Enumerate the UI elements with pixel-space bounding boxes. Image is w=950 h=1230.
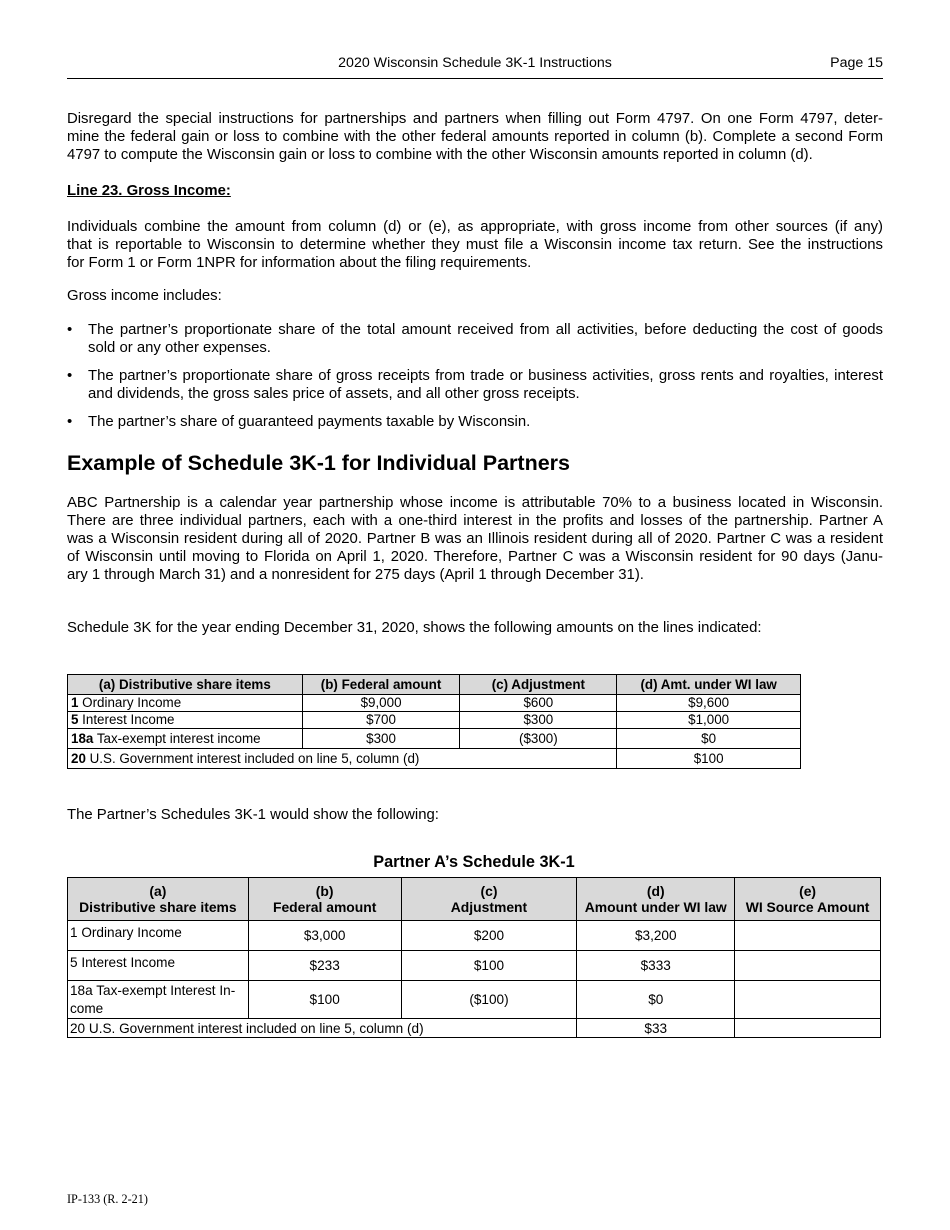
table-cell: ($100): [401, 981, 577, 1019]
text-line: was a Wisconsin resident during all of 2020. Partner B was an Illinois resident during all of 2020. Partner C was a resident: [67, 531, 883, 547]
text-line: The partner’s share of guaranteed payments taxable by Wisconsin.: [88, 414, 531, 430]
line-23-paragraph: [67, 218, 883, 272]
table-cell: 1 Ordinary Income: [68, 921, 249, 951]
table-row: [68, 695, 801, 712]
gross-income-includes: Gross income includes:: [67, 288, 222, 304]
table-cell: ($300): [460, 729, 617, 749]
document-title: 2020 Wisconsin Schedule 3K-1 Instructions: [338, 55, 612, 71]
bullet-icon: •: [67, 322, 73, 338]
text-line: mine the federal gain or loss to combine with the other federal amounts reported in column (b). Complete a second Form: [67, 129, 883, 145]
table-cell: $3,200: [577, 921, 735, 951]
text-line: for Form 1 or Form 1NPR for information about the filing requirements.: [67, 255, 532, 271]
text-line: 4797 to compute the Wisconsin gain or loss to combine with the other Wisconsin amounts reported in column (d).: [67, 147, 813, 163]
table-cell: [735, 951, 881, 981]
table-cell: $200: [401, 921, 577, 951]
table-cell: [68, 729, 303, 749]
column-header: (e) WI Source Amount: [735, 878, 881, 921]
column-header: (a) Distributive share items: [68, 675, 303, 695]
table-cell: $1,000: [617, 712, 801, 729]
text-line: ary 1 through March 31) and a nonresident for 275 days (April 1 through December 31).: [67, 567, 644, 583]
page-header: [67, 54, 883, 79]
table-cell: 18a Tax-exempt Interest In- come: [68, 981, 249, 1019]
column-header: (a) Distributive share items: [68, 878, 249, 921]
table-cell: $33: [577, 1019, 735, 1038]
bullet-icon: •: [67, 414, 73, 430]
schedule-3k-intro: Schedule 3K for the year ending December 31, 2020, shows the following amounts on the lines indicated:: [67, 620, 762, 636]
form-revision-footer: IP-133 (R. 2-21): [67, 1192, 148, 1206]
table-cell: $300: [460, 712, 617, 729]
table-row: [68, 729, 801, 749]
table-cell: [68, 695, 303, 712]
item-label: Interest Income: [78, 712, 175, 727]
table-cell: $700: [302, 712, 460, 729]
table-cell: $233: [248, 951, 401, 981]
table-cell: [68, 749, 617, 769]
column-header: (c) Adjustment: [460, 675, 617, 695]
column-header: (d) Amt. under WI law: [617, 675, 801, 695]
item-label: U.S. Government interest included on line 5, column (d): [85, 750, 420, 766]
table-row: [68, 981, 881, 1019]
table-cell: $0: [617, 729, 801, 749]
table-cell: $100: [248, 981, 401, 1019]
partner-a-table-caption: Partner A’s Schedule 3K-1: [373, 853, 575, 871]
table-cell: $100: [617, 749, 801, 769]
form-4797-paragraph: [67, 110, 883, 164]
text-line: ABC Partnership is a calendar year partnership whose income is attributable 70% to a business located in Wisconsin.: [67, 495, 883, 511]
column-header: (d) Amount under WI law: [577, 878, 735, 921]
column-header: (b) Federal amount: [302, 675, 460, 695]
item-label: Ordinary Income: [78, 695, 182, 710]
line-number: 18a: [71, 730, 94, 746]
table-cell: 5 Interest Income: [68, 951, 249, 981]
table-cell: $3,000: [248, 921, 401, 951]
bullet-icon: •: [67, 368, 73, 384]
text-line: There are three individual partners, each with a one-third interest in the profits and losses of the partnership. Partner A: [67, 513, 883, 529]
line-number: 20: [71, 750, 86, 766]
table-cell: $9,600: [617, 695, 801, 712]
schedule-3k-table: [67, 674, 801, 769]
table-cell: $9,000: [302, 695, 460, 712]
table-row: [68, 749, 801, 769]
table-cell: $600: [460, 695, 617, 712]
text-line: Disregard the special instructions for partnerships and partners when filling out Form 4797. On one Form 4797, deter-: [67, 111, 883, 127]
table-cell: [735, 921, 881, 951]
line-number: 5: [71, 712, 79, 727]
table-cell: $300: [302, 729, 460, 749]
text-line: Individuals combine the amount from column (d) or (e), as appropriate, with gross income from other sources (if any): [67, 219, 883, 235]
line-number: 1: [71, 695, 79, 710]
table-cell: $333: [577, 951, 735, 981]
table-row: [68, 951, 881, 981]
table-cell: [68, 712, 303, 729]
example-heading: Example of Schedule 3K-1 for Individual Partners: [67, 451, 570, 475]
text-line: The partner’s proportionate share of the total amount received from all activities, before deducting the cost of goods: [88, 322, 883, 338]
table-cell: 20 U.S. Government interest included on line 5, column (d): [68, 1019, 577, 1038]
table-header-row: [68, 878, 881, 921]
table-header-row: [68, 675, 801, 695]
table-cell: [735, 1019, 881, 1038]
text-line: and dividends, the gross sales price of assets, and all other gross receipts.: [88, 386, 580, 402]
item-label: Tax-exempt interest income: [93, 730, 261, 746]
text-line: The partner’s proportionate share of gross receipts from trade or business activities, gross rents and royalties, interest: [88, 368, 883, 384]
table-cell: $100: [401, 951, 577, 981]
text-line: of Wisconsin until moving to Florida on April 1, 2020. Therefore, Partner C was a Wisconsin resident for 90 days (Janu-: [67, 549, 883, 565]
partner-a-schedule-table: [67, 877, 881, 1038]
table-cell: $0: [577, 981, 735, 1019]
table-row: [68, 712, 801, 729]
table-cell: [735, 981, 881, 1019]
text-line: sold or any other expenses.: [88, 340, 271, 356]
table-row: [68, 1019, 881, 1038]
column-header: (c) Adjustment: [401, 878, 577, 921]
example-paragraph: [67, 494, 883, 584]
line-23-heading: Line 23. Gross Income:: [67, 183, 231, 199]
page-number: Page 15: [830, 55, 883, 71]
partners-intro: The Partner’s Schedules 3K-1 would show the following:: [67, 807, 439, 823]
column-header: (b) Federal amount: [248, 878, 401, 921]
text-line: that is reportable to Wisconsin to determine whether they must file a Wisconsin income tax return. See the instructions: [67, 237, 883, 253]
table-row: [68, 921, 881, 951]
